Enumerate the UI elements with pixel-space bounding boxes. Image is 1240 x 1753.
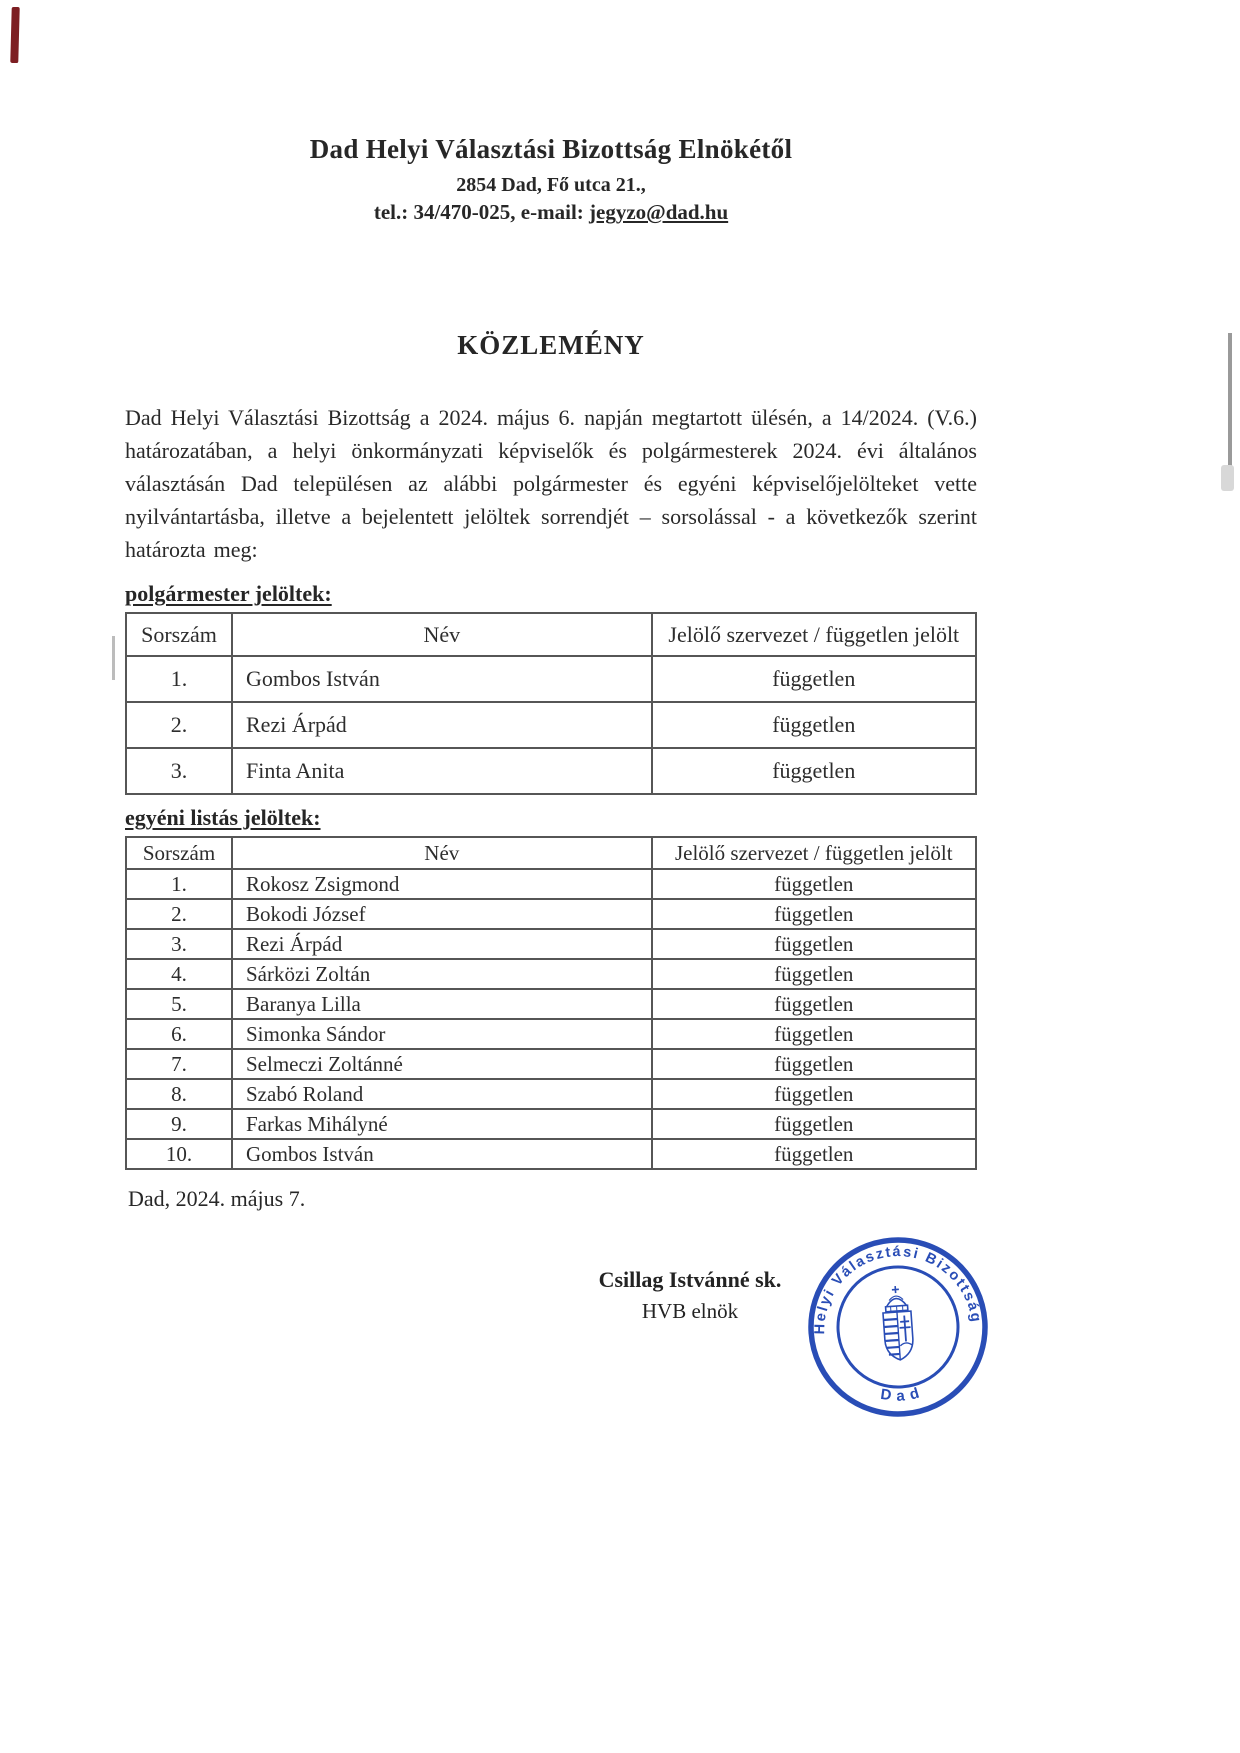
cell-organization: független [652, 959, 976, 989]
cell-number: 7. [126, 1049, 232, 1079]
cell-number: 2. [126, 702, 232, 748]
cell-organization: független [652, 1049, 976, 1079]
scan-artifact-gray-blob [1221, 465, 1234, 491]
cell-name: Farkas Mihályné [232, 1109, 652, 1139]
table-row [126, 1079, 976, 1109]
stamp-ring-text: Helyi Választási Bizottság [812, 1244, 985, 1335]
email-address: jegyzo@dad.hu [589, 200, 729, 224]
scan-artifact-red-mark [10, 7, 19, 63]
sender-address: 2854 Dad, Fő utca 21., [456, 174, 646, 196]
column-header-number: Sorszám [126, 837, 232, 869]
cell-organization: független [652, 1109, 976, 1139]
table-row [126, 899, 976, 929]
cell-name: Rezi Árpád [232, 702, 652, 748]
cell-number: 4. [126, 959, 232, 989]
scan-artifact-left-tick [112, 636, 115, 680]
document-title: KÖZLEMÉNY [457, 330, 645, 360]
table-row [126, 1139, 976, 1169]
sender-contact [125, 200, 977, 225]
cell-name: Rezi Árpád [232, 929, 652, 959]
scan-artifact-gray-line [1228, 333, 1232, 471]
announcement-paragraph: Dad Helyi Választási Bizottság a 2024. május 6. napján megtartott ülésén, a 14/2024. (V.6.) határozatában, a helyi önkormányzati képviselők és polgármesterek 2024. évi általános választásán Dad településen az alábbi polgármester és egyéni képviselőjelölteket vette nyilvántartásba, illetve a bejelentett jelöltek sorrendjét – sorsolással - a következők szerint határozta meg: [125, 405, 977, 562]
table-header-row [126, 613, 976, 656]
cell-organization: független [652, 748, 976, 794]
official-stamp [790, 1219, 1006, 1435]
letterhead [125, 134, 977, 225]
column-header-organization: Jelölő szervezet / független jelölt [652, 837, 976, 869]
cell-organization: független [652, 869, 976, 899]
signer-title: HVB elnök [641, 1299, 739, 1323]
contact-prefix: tel.: 34/470-025, e-mail: [373, 200, 590, 224]
cell-name: Rokosz Zsigmond [232, 869, 652, 899]
individual-list-candidates-heading: egyéni listás jelöltek: [125, 805, 321, 830]
cell-organization: független [652, 899, 976, 929]
table-row [126, 1109, 976, 1139]
cell-number: 1. [126, 869, 232, 899]
cell-number: 3. [126, 929, 232, 959]
column-header-organization: Jelölő szervezet / független jelölt [652, 613, 976, 656]
table-row [126, 1019, 976, 1049]
column-header-name: Név [232, 837, 652, 869]
cell-number: 8. [126, 1079, 232, 1109]
cell-number: 2. [126, 899, 232, 929]
cell-number: 10. [126, 1139, 232, 1169]
sender-title: Dad Helyi Választási Bizottság Elnökétől [309, 134, 793, 164]
table-header-row [126, 837, 976, 869]
column-header-name: Név [232, 613, 652, 656]
cell-name: Selmeczi Zoltánné [232, 1049, 652, 1079]
cell-organization: független [652, 702, 976, 748]
individual-list-candidates-table [125, 836, 977, 1170]
table-row [126, 1049, 976, 1079]
cell-number: 6. [126, 1019, 232, 1049]
table-row [126, 702, 976, 748]
signature-block [555, 1267, 825, 1324]
signer-name: Csillag Istvánné sk. [598, 1267, 782, 1292]
cell-number: 3. [126, 748, 232, 794]
table-row [126, 656, 976, 702]
table-row [126, 989, 976, 1019]
stamp-graphic [790, 1219, 1006, 1435]
cell-name: Baranya Lilla [232, 989, 652, 1019]
table-row [126, 929, 976, 959]
cell-number: 9. [126, 1109, 232, 1139]
mayor-candidates-table [125, 612, 977, 795]
cell-name: Bokodi József [232, 899, 652, 929]
cell-name: Finta Anita [232, 748, 652, 794]
cell-name: Szabó Roland [232, 1079, 652, 1109]
cell-organization: független [652, 1139, 976, 1169]
stamp-bottom-text: Dad [879, 1383, 927, 1406]
cell-number: 5. [126, 989, 232, 1019]
hungarian-coat-of-arms-icon [881, 1285, 914, 1361]
cell-organization: független [652, 1079, 976, 1109]
cell-name: Sárközi Zoltán [232, 959, 652, 989]
cell-name: Gombos István [232, 1139, 652, 1169]
column-header-number: Sorszám [126, 613, 232, 656]
table-row [126, 748, 976, 794]
cell-name: Gombos István [232, 656, 652, 702]
cell-organization: független [652, 656, 976, 702]
table-row [126, 869, 976, 899]
mayor-candidates-heading: polgármester jelöltek: [125, 581, 332, 606]
date-line: Dad, 2024. május 7. [128, 1186, 306, 1211]
table-row [126, 959, 976, 989]
cell-organization: független [652, 1019, 976, 1049]
cell-number: 1. [126, 656, 232, 702]
cell-name: Simonka Sándor [232, 1019, 652, 1049]
cell-organization: független [652, 929, 976, 959]
cell-organization: független [652, 989, 976, 1019]
